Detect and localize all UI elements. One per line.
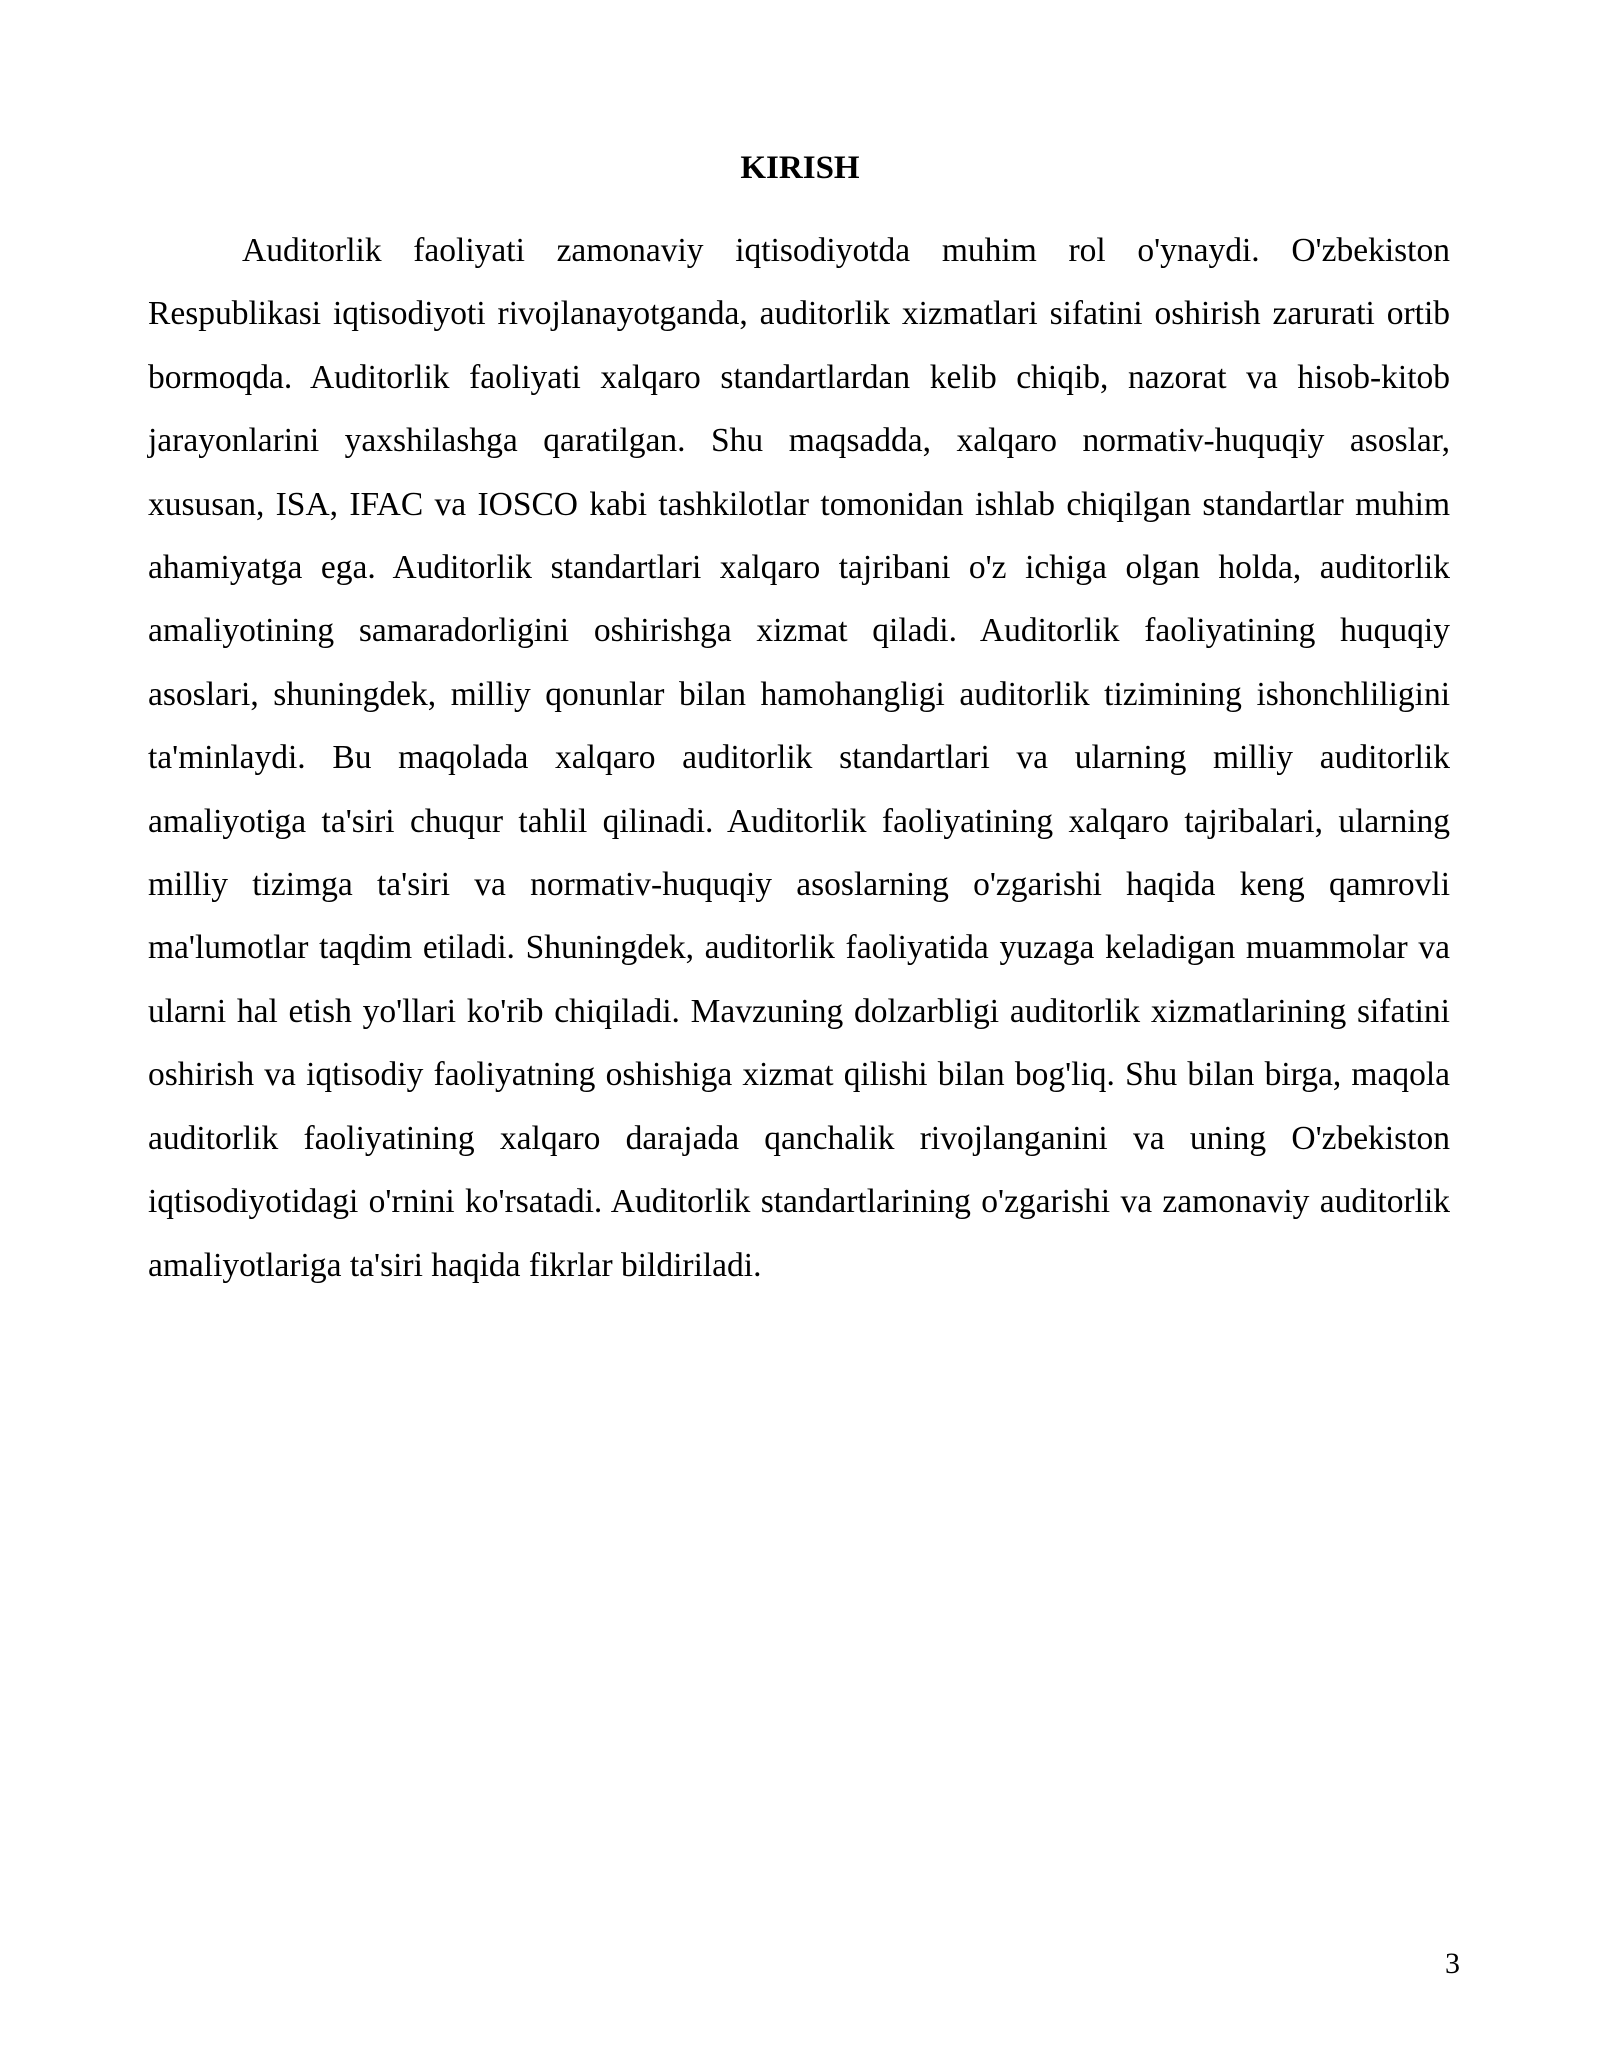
page-number: 3 [1445, 1947, 1460, 1980]
introduction-paragraph: Auditorlik faoliyati zamonaviy iqtisodiyotda muhim rol o'ynaydi. O'zbekiston Respublikasi iqtisodiyoti rivojlanayotganda, auditorlik xizmatlari sifatini oshirish zarurati ortib bormoqda. Auditorlik faoliyati xalqaro standartlardan kelib chiqib, nazorat va hisob-kitob jarayonlarini yaxshilashga qaratilgan. Shu maqsadda, xalqaro normativ-huquqiy asoslar, xususan, ISA, IFAC va IOSCO kabi tashkilotlar tomonidan ishlab chiqilgan standartlar muhim ahamiyatga ega. Auditorlik standartlari xalqaro tajribani o'z ichiga olgan holda, auditorlik amaliyotining samaradorligini oshirishga xizmat qiladi. Auditorlik faoliyatining huquqiy asoslari, shuningdek, milliy qonunlar bilan hamohangligi auditorlik tizimining ishonchliligini ta'minlaydi. Bu maqolada xalqaro auditorlik standartlari va ularning milliy auditorlik amaliyotiga ta'siri chuqur tahlil qilinadi. Auditorlik faoliyatining xalqaro tajribalari, ularning milliy tizimga ta'siri va normativ-huquqiy asoslarning o'zgarishi haqida keng qamrovli ma'lumotlar taqdim etiladi. Shuningdek, auditorlik faoliyatida yuzaga keladigan muammolar va ularni hal etish yo'llari ko'rib chiqiladi. Mavzuning dolzarbligi auditorlik xizmatlarining sifatini oshirish va iqtisodiy faoliyatning oshishiga xizmat qilishi bilan bog'liq. Shu bilan birga, maqola auditorlik faoliyatining xalqaro darajada qanchalik rivojlanganini va uning O'zbekiston iqtisodiyotidagi o'rnini ko'rsatadi. Auditorlik standartlarining o'zgarishi va zamonaviy auditorlik amaliyotlariga ta'siri haqida fikrlar bildiriladi. [148, 232, 1450, 1284]
section-heading: KIRISH [740, 150, 860, 186]
